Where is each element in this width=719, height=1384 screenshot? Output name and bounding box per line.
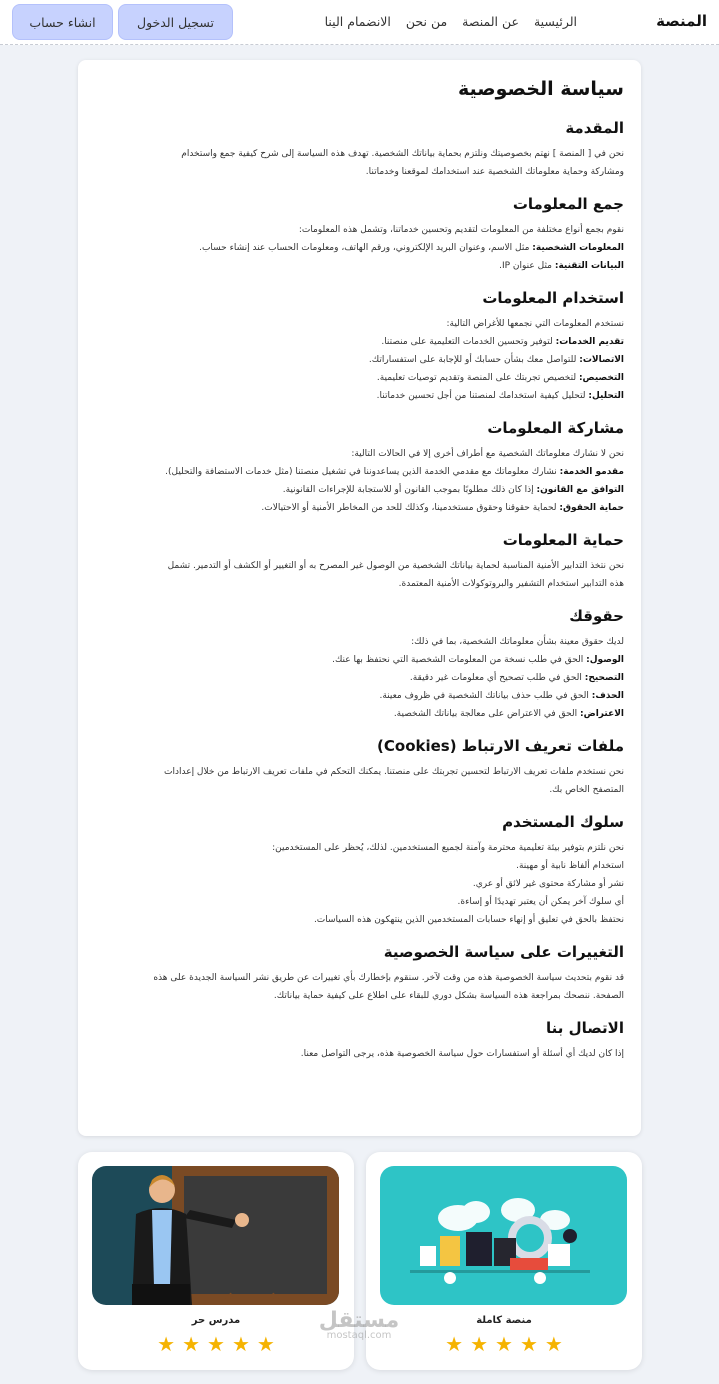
list-item xyxy=(100,705,624,723)
list-item xyxy=(100,369,624,387)
section-share xyxy=(100,419,624,517)
section-text xyxy=(100,145,624,181)
star-icon: ★ xyxy=(157,1332,176,1356)
watermark-url: mostaql.com xyxy=(326,1330,392,1341)
item-key: البيانات التقنية: xyxy=(554,261,624,271)
section-protect xyxy=(100,531,624,593)
item-key: التخصيص: xyxy=(578,373,624,383)
item-value: لتخصيص تجربتك على المنصة وتقديم توصيات تعليمية. xyxy=(376,373,579,383)
teacher-illustration xyxy=(92,1166,339,1305)
section-heading: حقوقك xyxy=(569,607,624,625)
star-icon: ★ xyxy=(544,1332,563,1356)
section-heading: سلوك المستخدم xyxy=(502,813,624,831)
teacher-illustration-svg xyxy=(92,1166,339,1305)
star-icon: ★ xyxy=(207,1332,225,1356)
card-title: مدرس حر xyxy=(191,1315,241,1326)
feature-card-platform[interactable] xyxy=(366,1152,642,1370)
text-line: نحتفظ بالحق في تعليق أو إنهاء حسابات المستخدمين الذين ينتهكون هذه السياسات. xyxy=(313,915,624,925)
list-item xyxy=(100,257,624,275)
signup-button[interactable]: انشاء حساب xyxy=(12,4,113,40)
text-line: نشر أو مشاركة محتوى غير لائق أو عري. xyxy=(472,879,624,889)
section-collect xyxy=(100,195,624,275)
item-key: المعلومات الشخصية: xyxy=(532,243,624,253)
list-item xyxy=(100,687,624,705)
section-heading: المقدمة xyxy=(565,119,624,137)
item-value: الحق في طلب تصحيح أي معلومات غير دقيقة. xyxy=(409,673,585,683)
star-icon: ★ xyxy=(495,1332,513,1356)
item-value: إذا كان ذلك مطلوبًا بموجب القانون أو للاستجابة للإجراءات القانونية. xyxy=(282,485,537,495)
text-line: إذا كان لديك أي أسئلة أو استفسارات حول سياسة الخصوصية هذه، يرجى التواصل معنا. xyxy=(300,1049,624,1059)
list-item xyxy=(100,499,624,517)
section-lead: نحن لا نشارك معلوماتك الشخصية مع أطراف أخرى إلا في الحالات التالية: xyxy=(351,449,624,459)
item-key: التوافق مع القانون: xyxy=(536,485,624,495)
section-text xyxy=(100,1045,624,1063)
text-line: نحن في [ المنصة ] نهتم بخصوصيتك ونلتزم بحماية بياناتك الشخصية. تهدف هذه السياسة إلى شرح كيفية جمع واستخدام xyxy=(181,149,624,159)
list-item xyxy=(100,351,624,369)
section-heading: ملفات تعريف الارتباط (Cookies) xyxy=(377,737,624,755)
item-value: الحق في طلب حذف بياناتك الشخصية في ظروف معينة. xyxy=(379,691,592,701)
section-use xyxy=(100,289,624,405)
item-key: تقديم الخدمات: xyxy=(555,337,624,347)
text-line: نحن نلتزم بتوفير بيئة تعليمية محترمة وآمنة لجميع المستخدمين. لذلك، يُحظر على المستخدمين: xyxy=(272,843,624,853)
login-button[interactable]: تسجيل الدخول xyxy=(118,4,233,40)
section-heading: الاتصال بنا xyxy=(546,1019,624,1037)
section-heading: التغييرات على سياسة الخصوصية xyxy=(383,943,624,961)
star-icon: ★ xyxy=(519,1332,538,1356)
nav-join-us[interactable]: الانضمام الينا xyxy=(324,14,391,29)
item-key: الاتصالات: xyxy=(579,355,624,365)
page-title: سياسة الخصوصية xyxy=(457,78,624,100)
item-value: للتواصل معك بشأن حسابك أو للإجابة على استفساراتك. xyxy=(368,355,580,365)
item-key: التحليل: xyxy=(588,391,624,401)
item-key: مقدمو الخدمة: xyxy=(559,467,624,477)
item-value: لتحليل كيفية استخدامك لمنصتنا من أجل تحسين خدماتنا. xyxy=(376,391,589,401)
item-key: التصحيح: xyxy=(584,673,624,683)
text-line: قد نقوم بتحديث سياسة الخصوصية هذه من وقت لآخر. سنقوم بإخطارك بأي تغييرات عن طريق نشر السياسة الجديدة على هذه xyxy=(153,973,624,983)
section-text xyxy=(100,763,624,799)
item-value: لحماية حقوقنا وحقوق مستخدمينا، وكذلك للحد من المخاطر الأمنية أو الاحتيالات. xyxy=(261,503,560,513)
star-icon: ★ xyxy=(445,1332,464,1356)
section-heading: مشاركة المعلومات xyxy=(487,419,624,437)
section-heading: استخدام المعلومات xyxy=(482,289,624,307)
platform-illustration xyxy=(380,1166,627,1305)
text-line: نحن نستخدم ملفات تعريف الارتباط لتحسين تجربتك على منصتنا. يمكنك التحكم في ملفات تعريف الارتباط من خلال إعدادات xyxy=(164,767,624,777)
list-item xyxy=(100,333,624,351)
section-intro xyxy=(100,119,624,181)
text-line: الصفحة. ننصحك بمراجعة هذه السياسة بشكل دوري للبقاء على اطلاع على كيفية حماية بياناتك. xyxy=(273,991,624,1001)
item-value: الحق في طلب نسخة من المعلومات الشخصية التي نحتفظ بها عنك. xyxy=(332,655,587,665)
list-item xyxy=(100,669,624,687)
item-key: الوصول: xyxy=(586,655,624,665)
star-icon: ★ xyxy=(182,1332,201,1356)
platform-illustration-svg xyxy=(380,1166,627,1305)
section-text xyxy=(100,969,624,1005)
list-item xyxy=(100,387,624,405)
watermark-text: مستقل xyxy=(318,1308,400,1333)
section-lead: نقوم بجمع أنواع مختلفة من المعلومات لتقديم وتحسين خدماتنا، وتشمل هذه المعلومات: xyxy=(298,225,624,235)
text-line: هذه التدابير استخدام التشفير والبروتوكولات الأمنية المعتمدة. xyxy=(398,579,624,589)
list-item xyxy=(100,481,624,499)
star-icon: ★ xyxy=(256,1332,275,1356)
section-heading: جمع المعلومات xyxy=(512,195,624,213)
item-value: مثل الاسم، وعنوان البريد الإلكتروني، ورقم الهاتف، ومعلومات الحساب عند إنشاء حساب. xyxy=(199,243,533,253)
text-line: استخدام ألفاظ نابية أو مهينة. xyxy=(516,861,624,871)
list-item xyxy=(100,651,624,669)
section-changes xyxy=(100,943,624,1005)
item-key: الحذف: xyxy=(591,691,624,701)
brand-logo[interactable]: المنصة xyxy=(656,12,707,30)
list-item xyxy=(100,463,624,481)
section-text xyxy=(100,557,624,593)
item-value: نشارك معلوماتك مع مقدمي الخدمة الذين يساعدوننا في تشغيل منصتنا (مثل خدمات الاستضافة والتحليل). xyxy=(165,467,560,477)
privacy-policy-card xyxy=(78,60,641,1136)
section-conduct xyxy=(100,813,624,929)
text-line: ومشاركة وحماية معلوماتك الشخصية عند استخدامك لموقعنا وخدماتنا. xyxy=(365,167,624,177)
item-value: مثل عنوان IP. xyxy=(499,261,555,271)
item-key: حماية الحقوق: xyxy=(559,503,624,513)
section-rights xyxy=(100,607,624,723)
star-icon: ★ xyxy=(231,1332,250,1356)
section-lead: نستخدم المعلومات التي نجمعها للأغراض التالية: xyxy=(446,319,624,329)
watermark xyxy=(312,1308,406,1341)
section-lead: لديك حقوق معينة بشأن معلوماتك الشخصية، بما في ذلك: xyxy=(411,637,624,647)
text-line: أي سلوك آخر يمكن أن يعتبر تهديدًا أو إساءة. xyxy=(457,897,624,907)
rating-stars xyxy=(366,1334,642,1354)
item-value: لتوفير وتحسين الخدمات التعليمية على منصتنا. xyxy=(381,337,556,347)
item-key: الاعتراض: xyxy=(580,709,624,719)
nav-about-us[interactable]: من نحن xyxy=(405,14,448,29)
item-value: الحق في الاعتراض على معالجة بياناتك الشخصية. xyxy=(393,709,580,719)
nav-home[interactable]: الرئيسية xyxy=(533,14,577,29)
section-heading: حماية المعلومات xyxy=(502,531,624,549)
nav-about-platform[interactable]: عن المنصة xyxy=(462,14,519,29)
section-cookies xyxy=(100,737,624,799)
top-navbar xyxy=(0,0,719,45)
card-title: منصة كاملة xyxy=(476,1315,532,1326)
section-contact xyxy=(100,1019,624,1063)
main-nav xyxy=(325,14,577,29)
text-line: المتصفح الخاص بك. xyxy=(549,785,624,795)
text-line: نحن نتخذ التدابير الأمنية المناسبة لحماية بياناتك الشخصية من الوصول غير المصرح به أو التغيير أو الكشف أو التدمير. تشمل xyxy=(167,561,624,571)
list-item xyxy=(100,239,624,257)
star-icon: ★ xyxy=(470,1332,489,1356)
